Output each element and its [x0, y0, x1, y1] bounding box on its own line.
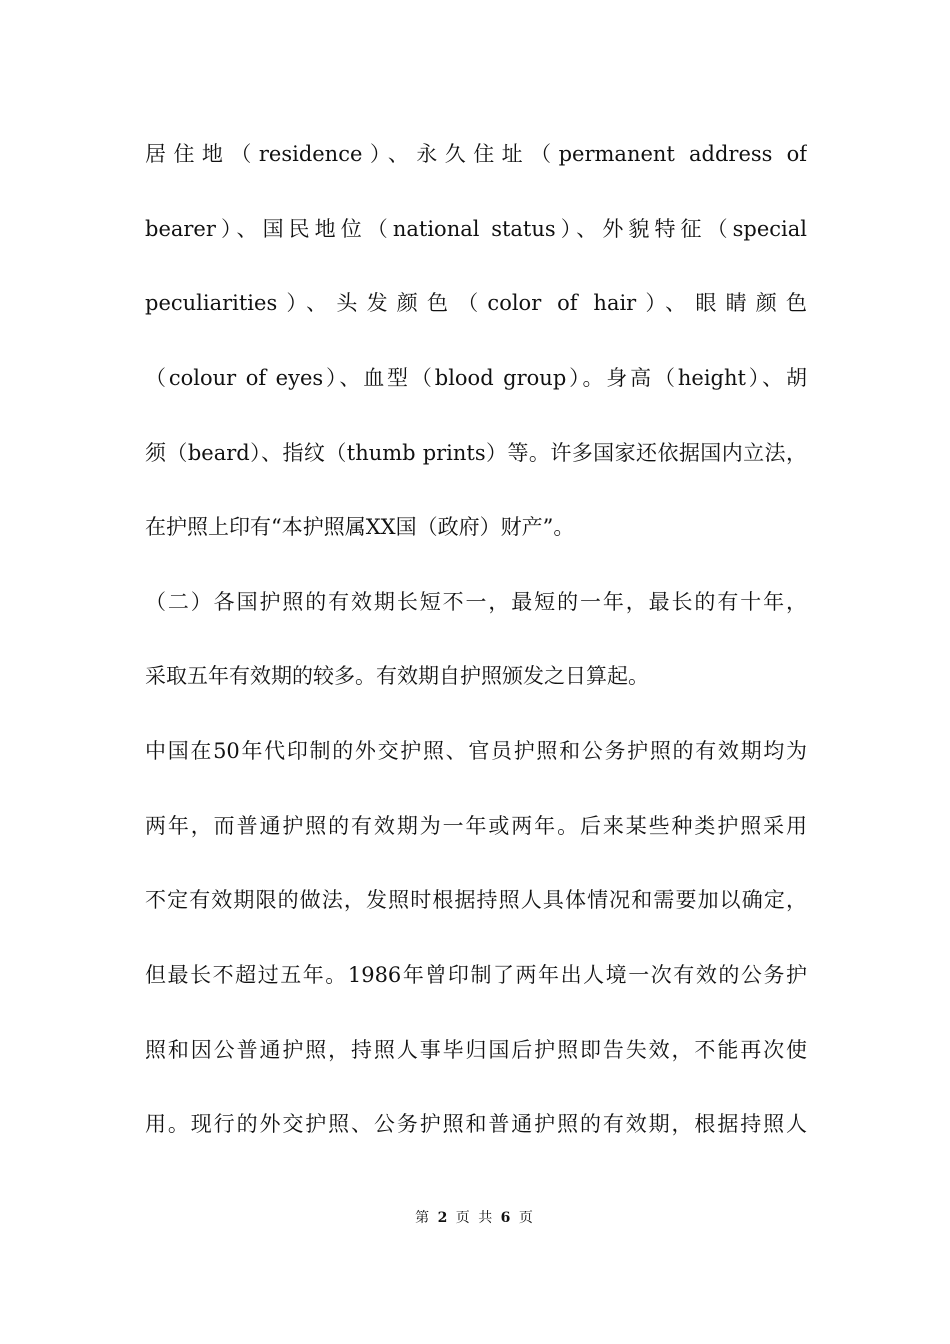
text-line: 须（beard）、指纹（thumb prints）等。许多国家还依据国内立法，	[145, 441, 807, 465]
current-page-number: 2	[437, 1210, 450, 1226]
text-line: （二）各国护照的有效期长短不一，最短的一年，最长的有十年，	[145, 590, 807, 614]
text-line: 两年，而普通护照的有效期为一年或两年。后来某些种类护照采用	[145, 814, 807, 838]
text-line: 但最长不超过五年。1986年曾印制了两年出人境一次有效的公务护	[145, 963, 807, 987]
footer-prefix: 第	[415, 1210, 432, 1226]
page-footer	[0, 1208, 950, 1228]
text-line: （colour of eyes）、血型（blood group）。身高（height）、胡	[145, 366, 807, 390]
total-page-count: 6	[500, 1210, 513, 1226]
text-line: peculiarities）、头发颜色（color of hair）、眼睛颜色	[145, 291, 807, 315]
text-line: 不定有效期限的做法，发照时根据持照人具体情况和需要加以确定，	[145, 888, 807, 912]
text-line: 采取五年有效期的较多。有效期自护照颁发之日算起。	[145, 664, 649, 688]
footer-middle: 页 共	[455, 1210, 495, 1226]
text-line: 照和因公普通护照，持照人事毕归国后护照即告失效，不能再次使	[145, 1038, 807, 1062]
text-line: 在护照上印有“本护照属XX国（政府）财产”。	[145, 515, 575, 539]
text-line: 居住地（residence）、永久住址（permanent address of	[145, 142, 807, 166]
footer-suffix: 页	[518, 1210, 535, 1226]
text-line: bearer）、国民地位（national status）、外貌特征（special	[145, 217, 807, 241]
text-line: 用。现行的外交护照、公务护照和普通护照的有效期，根据持照人	[145, 1112, 807, 1136]
text-line: 中国在50年代印制的外交护照、官员护照和公务护照的有效期均为	[145, 739, 807, 763]
